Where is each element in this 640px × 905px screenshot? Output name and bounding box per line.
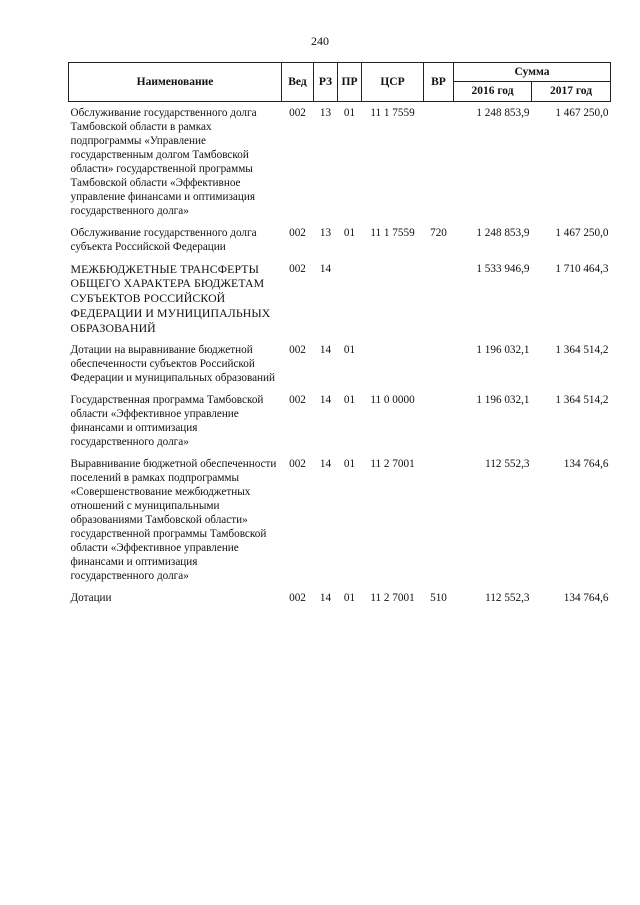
- row-csr: [362, 339, 424, 389]
- row-name: МЕЖБЮДЖЕТНЫЕ ТРАНСФЕРТЫ ОБЩЕГО ХАРАКТЕРА БЮДЖЕТАМ СУБЪЕКТОВ РОССИЙСКОЙ ФЕДЕРАЦИИ И МУНИЦИПАЛЬНЫХ ОБРАЗОВАНИЙ: [70, 261, 271, 335]
- row-sum-2017: 1 467 250,0: [555, 226, 609, 239]
- row-csr: 11 1 7559: [370, 226, 415, 239]
- header-year-2016: 2016 год: [454, 82, 532, 101]
- row-sum-2017: 1 710 464,3: [555, 262, 609, 275]
- table-row: [69, 339, 611, 389]
- row-name: Дотации на выравнивание бюджетной обеспеченности субъектов Российской Федерации и муниципальных образований: [70, 344, 276, 385]
- row-rz: 14: [319, 458, 332, 471]
- table-row: [69, 101, 611, 222]
- header-sum: Сумма: [454, 63, 611, 82]
- row-pr: 01: [343, 592, 356, 605]
- row-vr: [424, 389, 454, 453]
- row-pr: 01: [343, 226, 356, 239]
- row-pr: 01: [343, 458, 356, 471]
- row-name: Обслуживание государственного долга субъекта Российской Федерации: [70, 226, 257, 253]
- row-ved: 002: [289, 226, 306, 239]
- row-vr: 510: [430, 592, 447, 605]
- header-pr: ПР: [338, 63, 362, 102]
- table-body: [69, 101, 611, 609]
- row-sum-2016: 1 533 946,9: [476, 262, 530, 275]
- row-name: Обслуживание государственного долга Тамбовской области в рамках подпрограммы «Управление государственным долгом Тамбовской области» государственной программы Тамбовской области «Эффективное управление финансами и оптимизация государственного долга»: [70, 106, 257, 217]
- row-pr: 01: [343, 344, 356, 357]
- row-ved: 002: [289, 344, 306, 357]
- row-name: Дотации: [70, 592, 112, 605]
- row-sum-2016: 1 196 032,1: [476, 394, 530, 407]
- row-ved: 002: [289, 458, 306, 471]
- row-sum-2017: 1 364 514,2: [555, 394, 609, 407]
- header-rz: РЗ: [314, 63, 338, 102]
- row-rz: 14: [319, 394, 332, 407]
- row-ved: 002: [289, 592, 306, 605]
- header-csr: ЦСР: [362, 63, 424, 102]
- row-sum-2017: 1 467 250,0: [555, 106, 609, 119]
- budget-table: [68, 62, 611, 609]
- header-vr: ВР: [424, 63, 454, 102]
- row-rz: 13: [319, 106, 332, 119]
- table-row: [69, 453, 611, 587]
- row-rz: 14: [319, 344, 332, 357]
- row-ved: 002: [289, 394, 306, 407]
- row-rz: 13: [319, 226, 332, 239]
- row-sum-2016: 112 552,3: [485, 458, 530, 471]
- row-pr: 01: [343, 106, 356, 119]
- row-sum-2016: 1 248 853,9: [476, 226, 530, 239]
- row-vr: 720: [430, 226, 447, 239]
- row-csr: 11 2 7001: [370, 592, 415, 605]
- header-year-2017: 2017 год: [532, 82, 611, 101]
- row-sum-2016: 112 552,3: [485, 592, 530, 605]
- row-pr: 01: [343, 394, 356, 407]
- row-vr: [424, 339, 454, 389]
- row-sum-2016: 1 196 032,1: [476, 344, 530, 357]
- row-name: Государственная программа Тамбовской области «Эффективное управление финансами и оптимизация государственного долга»: [70, 394, 264, 449]
- table-row: [69, 222, 611, 258]
- table-row: [69, 587, 611, 609]
- row-name: Выравнивание бюджетной обеспеченности поселений в рамках подпрограммы «Совершенствование межбюджетных отношений с муниципальными образованиями Тамбовской области» государственной программы Тамбовской области «Эффективное управление финансами и оптимизация государственного долга»: [70, 458, 277, 583]
- header-name: Наименование: [69, 63, 282, 102]
- header-ved: Вед: [282, 63, 314, 102]
- page-number: 240: [311, 34, 329, 48]
- row-vr: [424, 101, 454, 222]
- row-sum-2017: 134 764,6: [563, 458, 609, 471]
- row-csr: [362, 258, 424, 340]
- row-vr: [424, 453, 454, 587]
- row-rz: 14: [319, 592, 332, 605]
- row-ved: 002: [289, 262, 306, 275]
- row-sum-2016: 1 248 853,9: [476, 106, 530, 119]
- row-vr: [424, 258, 454, 340]
- row-rz: 14: [319, 262, 332, 275]
- row-csr: 11 1 7559: [370, 106, 415, 119]
- row-pr: [338, 258, 362, 340]
- row-sum-2017: 1 364 514,2: [555, 344, 609, 357]
- table-header: [69, 63, 611, 102]
- row-csr: 11 2 7001: [370, 458, 415, 471]
- row-ved: 002: [289, 106, 306, 119]
- table-row: [69, 258, 611, 340]
- row-csr: 11 0 0000: [370, 394, 415, 407]
- row-sum-2017: 134 764,6: [563, 592, 609, 605]
- table-row: [69, 389, 611, 453]
